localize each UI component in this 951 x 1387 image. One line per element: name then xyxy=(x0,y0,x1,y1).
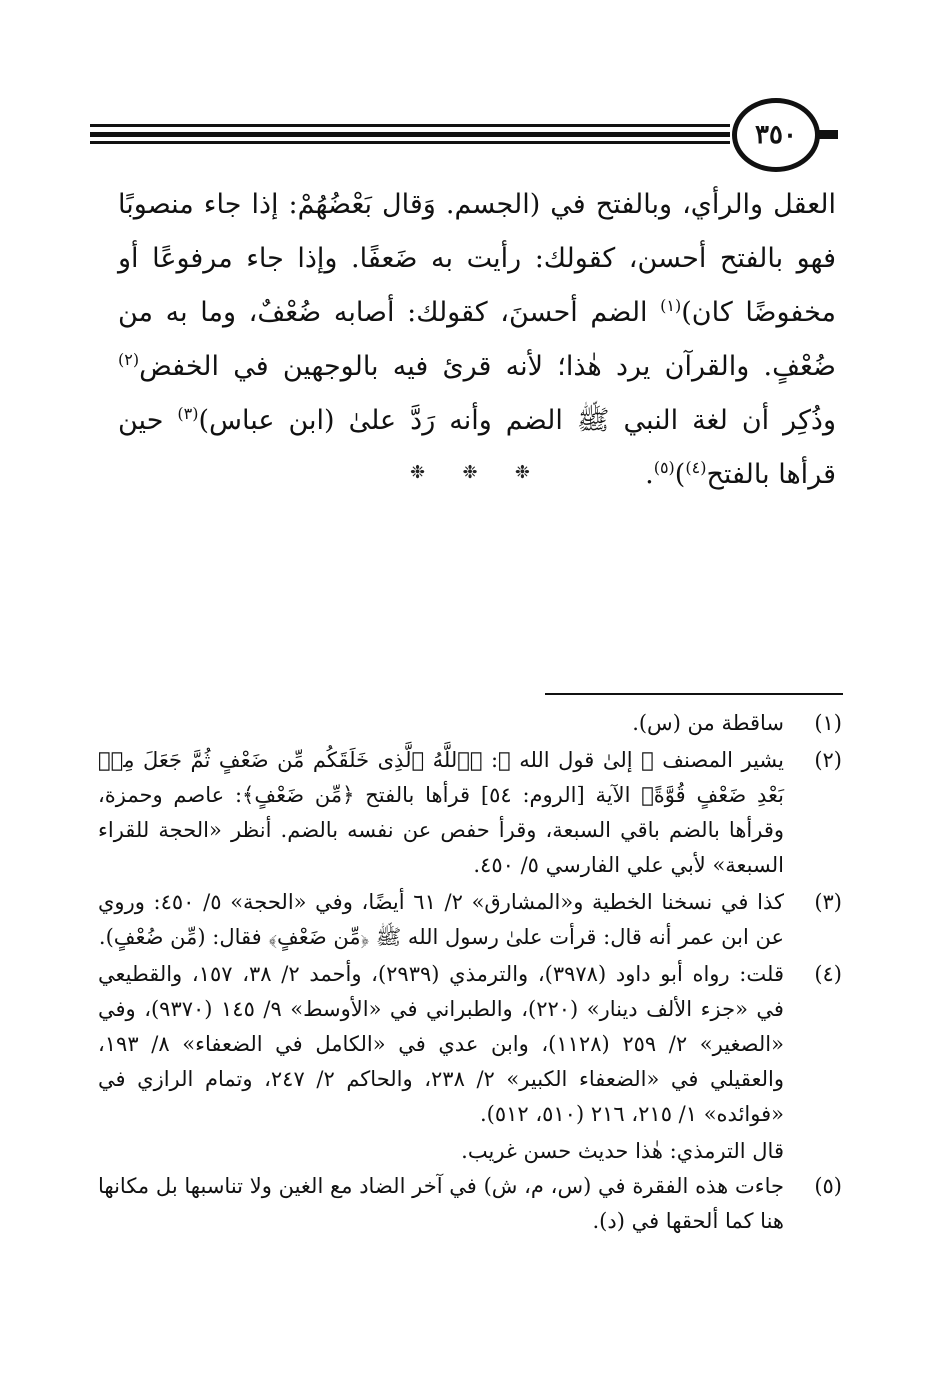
main-text xyxy=(118,178,836,502)
footnote-divider xyxy=(545,693,843,695)
main-text-part: . xyxy=(645,459,654,490)
footnote-number: (٤) xyxy=(814,962,842,986)
main-text-part: الضم أحسنَ، كقولك: أصابه ضُعْفٌ، وما به من ضُعْفٍ. والقرآن يرد هٰذا؛ لأنه قرئ فيه بالوجهين في الخفض xyxy=(118,297,836,382)
page-number: ٣٥٠ xyxy=(732,98,820,172)
footnote-text: جاءت هذه الفقرة في (س، م، ش) في آخر الضاد مع الغين ولا تناسبها بل مكانها هنا كما ألحقها في (د). xyxy=(98,1174,784,1233)
footnote xyxy=(98,706,842,741)
header-rule xyxy=(90,124,730,127)
star-ornament-icon: ❉ xyxy=(514,462,530,483)
header-rule xyxy=(90,141,730,144)
footnote-text: قلت: رواه أبو داود (٣٩٧٨)، والترمذي (٢٩٣٩)، وأحمد ٢/ ٣٨، ١٥٧، والقطيعي في «جزء الألف دينار» (٢٢٠)، والطبراني في «الأوسط» ٩/ ١٤٥ (٩٣٧٠)، وفي «الصغير» ٢/ ٢٥٩ (١١٢٨)، وابن عدي في «الكامل في الضعفاء» ٨/ ١٩٣، والعقيلي في «الضعفاء الكبير» ٢/ ٢٣٨، والحاكم ٢/ ٢٤٧، وتمام الرازي في «فوائده» ١/ ٢١٥، ٢١٦ (٥١٠، ٥١٢). xyxy=(98,962,784,1126)
footnote-number: (١) xyxy=(814,711,842,735)
footnotes xyxy=(98,706,842,1241)
footnote-ref[interactable]: (٣) xyxy=(177,404,199,423)
main-paragraph xyxy=(118,178,836,502)
star-ornament-icon: ❉ xyxy=(410,462,426,483)
section-separator xyxy=(410,462,530,483)
header-rule xyxy=(90,132,730,137)
footnote-text: كذا في نسخنا الخطية و«المشارق» ٢/ ٦١ أيضًا، وفي «الحجة» ٥/ ٤٥٠: وروي عن ابن عمر أنه قال: قرأت علىٰ رسول الله ﷺ ﴿مِّن ضَعْفٍ﴾ فقال: (مِّن ضُعْفٍ). xyxy=(98,890,784,949)
footnote-ref[interactable]: (٥) xyxy=(653,458,675,477)
main-text-part: وذُكِر أن لغة النبي ﷺ الضم وأنه رَدَّ علىٰ (ابن عباس) xyxy=(198,405,836,436)
footnote xyxy=(98,1169,842,1239)
footnote-ref[interactable]: (٢) xyxy=(118,350,140,369)
footnote-number: (٣) xyxy=(814,890,842,914)
star-ornament-icon: ❉ xyxy=(462,462,478,483)
footnote-text: ساقطة من (س). xyxy=(632,711,784,735)
main-text-part: العقل والرأي، وبالفتح في (الجسم. وَقال بَعْضُهُمْ: إذا جاء منصوبًا فهو بالفتح أحسن، كقولك: رأيت به ضَعفًا. وإذا جاء مرفوعًا أو مخفوضًا كان) xyxy=(118,189,836,328)
footnote-number: (٥) xyxy=(814,1174,842,1198)
footnote-text: يشير المصنف ﷺ إلىٰ قول الله ﷻ: ﴿ٱللَّهُ ٱلَّذِى خَلَقَكُم مِّن ضَعْفٍ ثُمَّ جَعَلَ مِنۢ بَعْدِ ضَعْفٍ قُوَّةً﴾ الآية [الروم: ٥٤] قرأها بالفتح ﴿مِّن ضَعْفٍ﴾: عاصم وحمزة، وقرأها بالضم باقي السبعة، وقرأ حفص عن نفسه بالضم. أنظر «الحجة للقراء السبعة» لأبي علي الفارسي ٥/ ٤٥٠. xyxy=(98,748,785,877)
footnote xyxy=(98,885,842,955)
footnote-extra: قال الترمذي: هٰذا حديث حسن غريب. xyxy=(461,1139,784,1163)
main-text-part: حين قرأها بالفتح xyxy=(118,405,836,490)
footnote xyxy=(98,957,842,1132)
footnote-ref[interactable]: (١) xyxy=(660,296,682,315)
main-text-part: ) xyxy=(674,459,686,490)
footnote xyxy=(98,743,842,883)
footnote-ref[interactable]: (٤) xyxy=(685,458,707,477)
footnote-number: (٢) xyxy=(814,748,842,772)
